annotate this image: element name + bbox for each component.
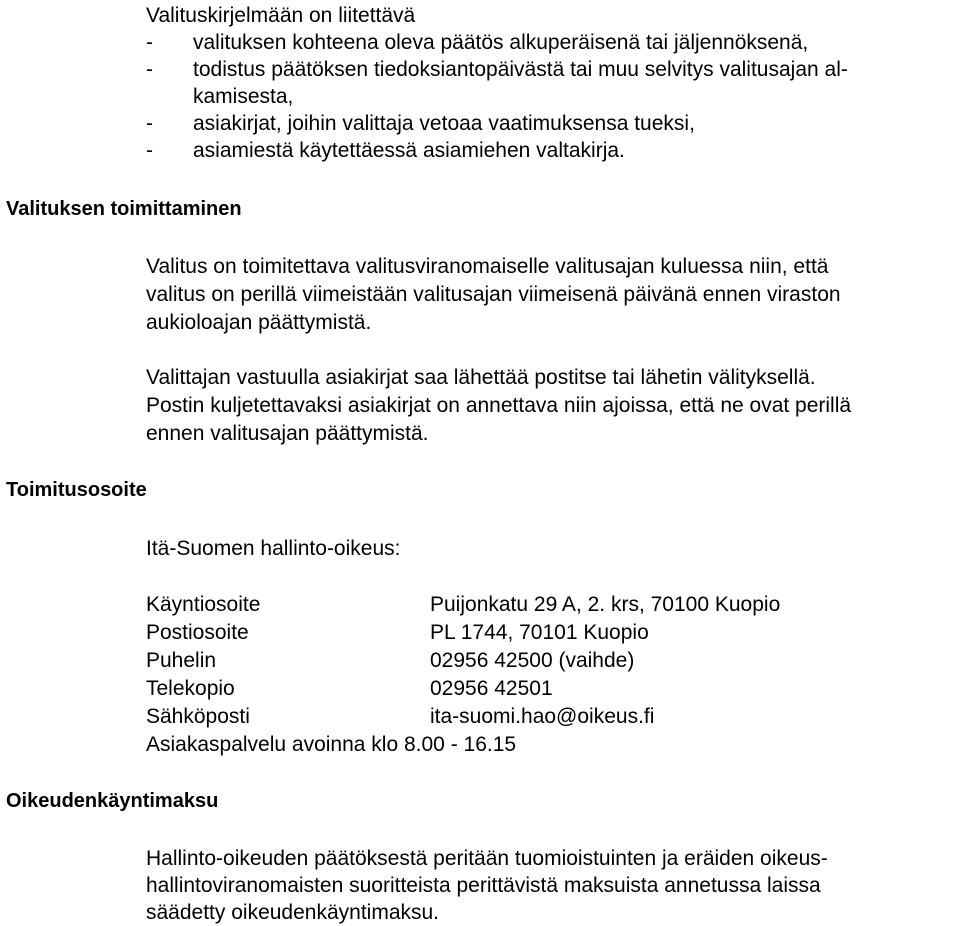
fee-paragraph-line: säädetty oikeudenkäyntimaksu. xyxy=(146,901,440,924)
address-label: Puhelin xyxy=(146,649,217,672)
section-heading-fee: Oikeudenkäyntimaksu xyxy=(6,790,219,812)
delivery-paragraph-2-line: Postin kuljetettavaksi asiakirjat on annettava niin ajoissa, että ne ovat perillä xyxy=(146,394,852,417)
address-value: PL 1744, 70101 Kuopio xyxy=(430,621,649,644)
list-item-text: asiakirjat, joihin valittaja vetoaa vaatimuksensa tueksi, xyxy=(193,112,695,135)
section-heading-address: Toimitusosoite xyxy=(6,479,147,501)
fee-paragraph-line: Hallinto-oikeuden päätöksestä peritään tuomioistuinten ja eräiden oikeus- xyxy=(146,847,828,870)
address-label: Sähköposti xyxy=(146,705,250,728)
attachments-intro: Valituskirjelmään on liitettävä xyxy=(146,4,416,27)
delivery-paragraph-1-line: aukioloajan päättymistä. xyxy=(146,311,372,334)
list-dash: - xyxy=(146,58,153,81)
fee-paragraph-line: hallintoviranomaisten suoritteista perittävistä maksuista annetussa laissa xyxy=(146,874,821,897)
address-label: Postiosoite xyxy=(146,621,249,644)
delivery-paragraph-1-line: valitus on perillä viimeistään valitusajan viimeisenä päivänä ennen viraston xyxy=(146,283,841,306)
address-label: Telekopio xyxy=(146,677,235,700)
list-dash: - xyxy=(146,112,153,135)
section-heading-delivery: Valituksen toimittaminen xyxy=(6,198,242,220)
list-item-text: todistus päätöksen tiedoksiantopäivästä tai muu selvitys valitusajan al- xyxy=(193,58,848,81)
delivery-paragraph-1-line: Valitus on toimitettava valitusviranomaiselle valitusajan kuluessa niin, että xyxy=(146,255,829,278)
list-item-text: valituksen kohteena oleva päätös alkuperäisenä tai jäljennöksenä, xyxy=(193,31,809,54)
address-value: ita-suomi.hao@oikeus.fi xyxy=(430,705,655,728)
court-name: Itä-Suomen hallinto-oikeus: xyxy=(146,537,401,560)
list-item-text: asiamiestä käytettäessä asiamiehen valtakirja. xyxy=(193,139,625,162)
service-hours: Asiakaspalvelu avoinna klo 8.00 - 16.15 xyxy=(146,733,517,756)
delivery-paragraph-2-line: Valittajan vastuulla asiakirjat saa lähettää postitse tai lähetin välityksellä. xyxy=(146,366,816,389)
address-value: 02956 42500 (vaihde) xyxy=(430,649,635,672)
list-dash: - xyxy=(146,139,153,162)
list-dash: - xyxy=(146,31,153,54)
address-label: Käyntiosoite xyxy=(146,593,261,616)
delivery-paragraph-2-line: ennen valitusajan päättymistä. xyxy=(146,422,429,445)
list-item-text: kamisesta, xyxy=(193,85,294,108)
address-value: Puijonkatu 29 A, 2. krs, 70100 Kuopio xyxy=(430,593,781,616)
address-value: 02956 42501 xyxy=(430,677,553,700)
